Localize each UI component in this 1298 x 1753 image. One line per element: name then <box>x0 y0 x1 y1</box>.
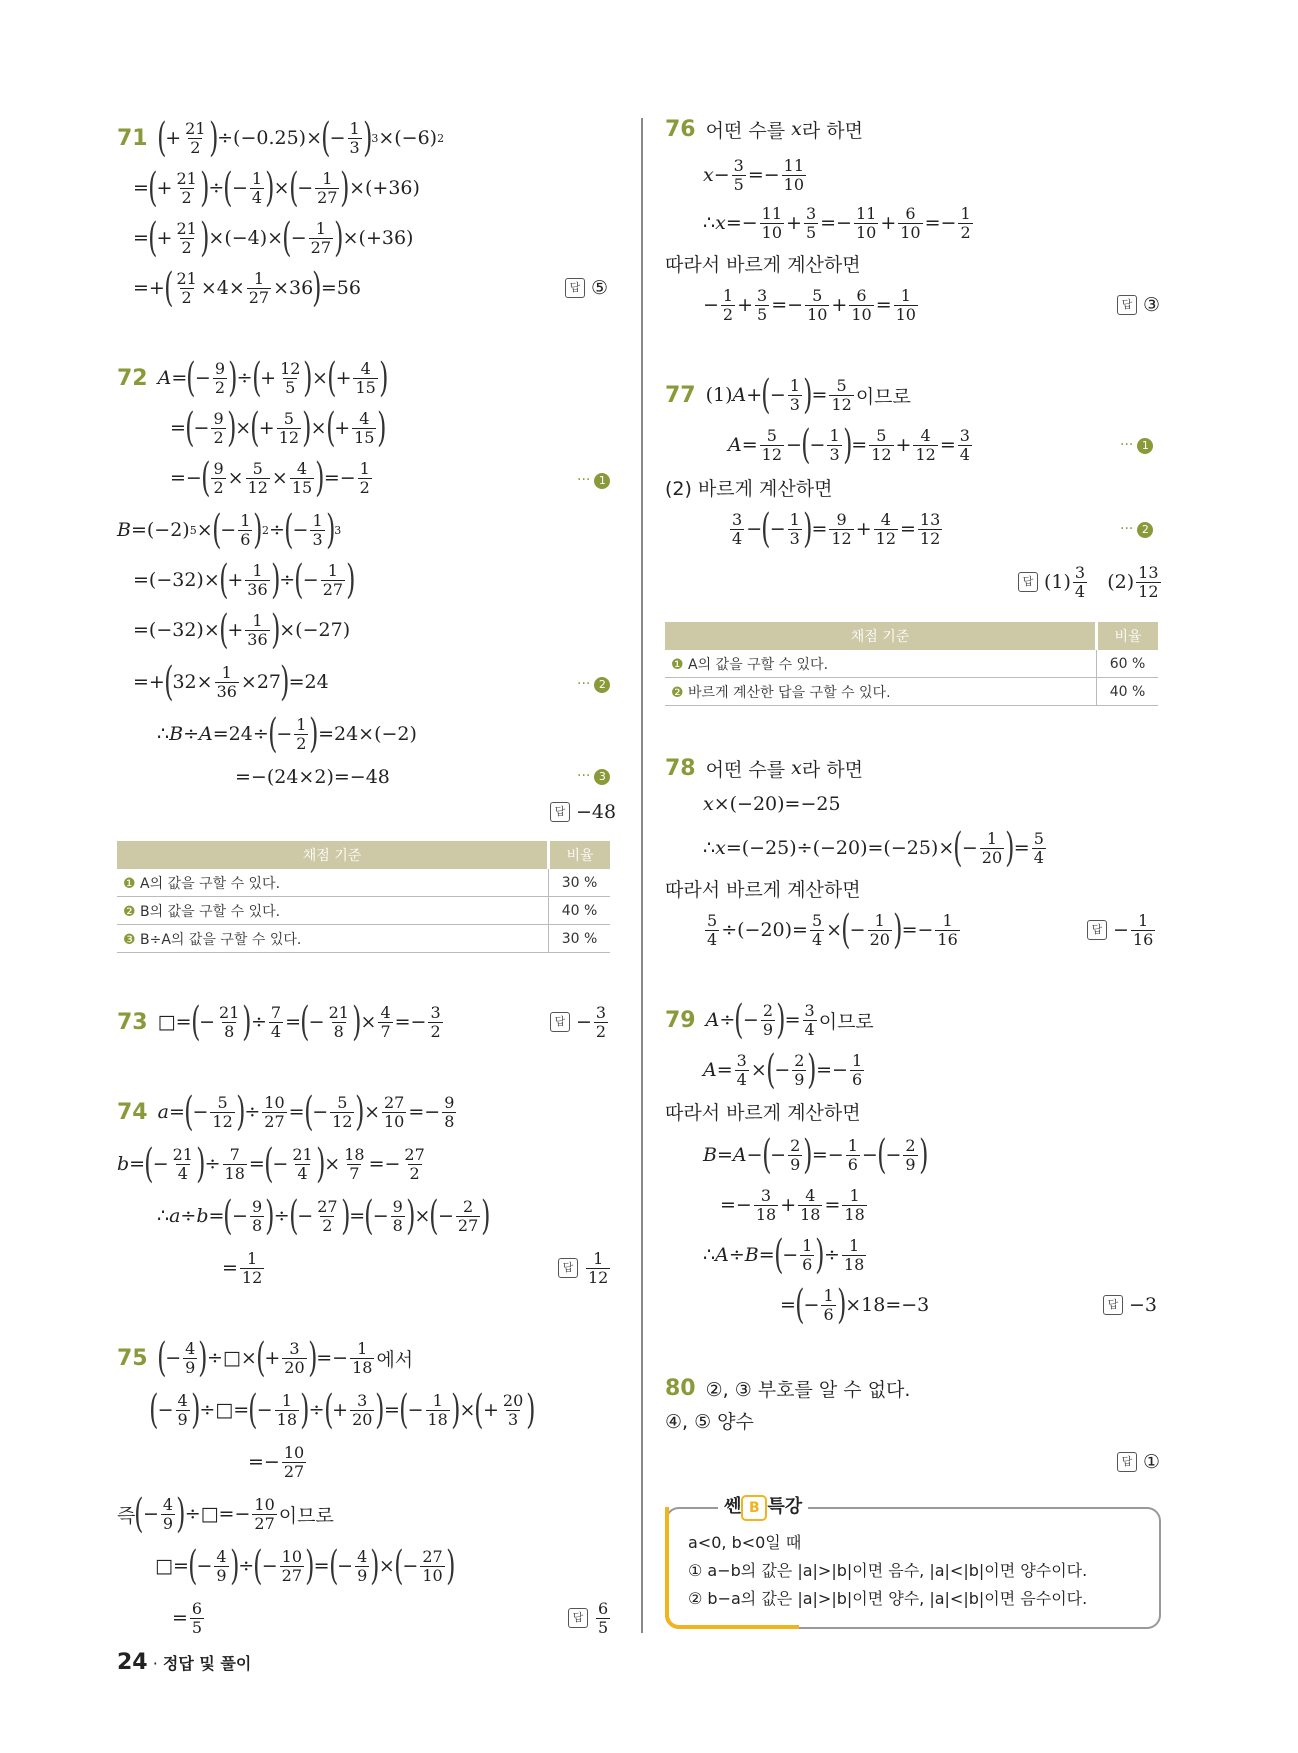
problem-79-line-6: ∴ A ÷ B = ( − $\frac{1}{6}$ ) ÷ $\frac{1}{18}$ <box>703 1232 865 1278</box>
problem-72-line-6: =(−32)× ( + $\frac{1}{36}$ ) ×(−27) <box>133 607 351 653</box>
step-marker-3: ··· 3 <box>577 768 610 785</box>
scoring-table-77: 채점 기준 비율 ❶ A의 값을 구할 수 있다. 60 % ❷ 바르게 계산한 답을 구할 수 있다. 40 % <box>665 622 1158 706</box>
tip-line-1: a<0, b<0일 때 <box>688 1533 802 1552</box>
column-divider <box>641 118 643 1633</box>
problem-number: 79 <box>665 1007 696 1033</box>
problem-76-line-4: 따라서 바르게 계산하면 <box>665 253 861 276</box>
problem-72-line-2: = ( − $\frac{9}{2}$ ) × ( + $\frac{5}{12}$ ) × ( + $\frac{4}{15}$ ) <box>170 405 387 451</box>
problem-77-line-1: 77 (1) A + ( − $\frac{1}{3}$ ) = $\frac{5}{12}$ 이므로 <box>665 372 911 418</box>
scoring-header: 채점 기준 <box>665 622 1097 650</box>
problem-74-line-2: b = ( − $\frac{21}{4}$ ) ÷ $\frac{7}{18}$ = ( − $\frac{21}{4}$ ) × $\frac{18}{7}$ =− $\frac{27}{2}$ <box>117 1141 425 1187</box>
problem-71-line-3: = ( + $\frac{21}{2}$ ) ×(−4)× ( − $\frac{1}{27}$ ) ×(+36) <box>133 215 414 261</box>
problem-76-line-1: 76 어떤 수를 x 라 하면 <box>665 116 863 142</box>
problem-79-line-3: 따라서 바르게 계산하면 <box>665 1101 861 1124</box>
problem-number: 73 <box>117 1009 148 1035</box>
answer-79: 답 −3 <box>1103 1283 1157 1327</box>
ratio-header: 비율 <box>1097 622 1159 650</box>
step-marker-2: ··· 2 <box>577 676 610 693</box>
problem-72-line-9: =−(24×2)=−48 <box>235 766 390 788</box>
problem-number: 80 <box>665 1375 696 1401</box>
problem-number: 72 <box>117 365 148 391</box>
problem-73-line-1: 73 □= ( − $\frac{21}{8}$ ) ÷ $\frac{7}{4}$ = ( − $\frac{21}{8}$ ) × $\frac{4}{7}$ =− $\frac{3}{2}$ <box>117 999 441 1045</box>
problem-number: 71 <box>117 125 148 151</box>
problem-74-line-4: = $\frac{1}{12}$ <box>222 1248 263 1287</box>
problem-77-line-4: $\frac{3}{4}$ − ( − $\frac{1}{3}$ ) = $\frac{9}{12}$ + $\frac{4}{12}$ = $\frac{13}{12}$ <box>732 506 941 552</box>
problem-78-line-2: x ×(−20)=−25 <box>703 793 841 815</box>
problem-75-line-2: ( − $\frac{4}{9}$ ) ÷□= ( − $\frac{1}{18}$ ) ÷ ( + $\frac{3}{20}$ ) = ( − $\frac{1}{18}$ ) × ( + $\frac{20}{3}$ ) <box>149 1387 536 1433</box>
ratio-header: 비율 <box>549 841 611 869</box>
page-footer: 24 · 정답 및 풀이 <box>117 1650 252 1675</box>
step-marker-1: ··· 1 <box>1120 437 1153 454</box>
problem-78-line-5: $\frac{5}{4}$ ÷(−20)= $\frac{5}{4}$ × ( − $\frac{1}{20}$ ) =− $\frac{1}{16}$ <box>707 907 958 953</box>
problem-78-line-4: 따라서 바르게 계산하면 <box>665 878 861 901</box>
problem-79-line-1: 79 A ÷ ( − $\frac{2}{9}$ ) = $\frac{3}{4}$ 이므로 <box>665 997 874 1043</box>
problem-71-line-2: = ( + $\frac{21}{2}$ ) ÷ ( − $\frac{1}{4}$ ) × ( − $\frac{1}{27}$ ) ×(+36) <box>133 165 420 211</box>
answer-73: 답 − $\frac{3}{2}$ <box>550 1000 610 1044</box>
answer-78: 답 − $\frac{1}{16}$ <box>1087 908 1157 952</box>
problem-76-line-5: − $\frac{1}{2}$ + $\frac{3}{5}$ =− $\frac{5}{10}$ + $\frac{6}{10}$ = $\frac{1}{10}$ <box>703 285 916 324</box>
problem-80-line-2: ④, ⑤ 양수 <box>665 1410 754 1433</box>
problem-72-line-7: =+ ( 32× $\frac{1}{36}$ ×27 ) =24 <box>133 659 329 705</box>
problem-75-line-4: 즉 ( − $\frac{4}{9}$ ) ÷□=− $\frac{10}{27}$ 이므로 <box>117 1491 334 1537</box>
problem-72-line-5: =(−32)× ( + $\frac{1}{36}$ ) ÷ ( − $\frac{1}{27}$ ) <box>133 557 356 603</box>
problem-77-line-3: (2) 바르게 계산하면 <box>665 477 833 500</box>
problem-number: 77 <box>665 382 696 408</box>
answer-74: 답 $\frac{1}{12}$ <box>558 1246 612 1290</box>
scoring-table-72: 채점 기준 비율 ❶ A의 값을 구할 수 있다. 30 % ❷ B의 값을 구할 수 있다. 40 % ❸ B÷A의 값을 구할 수 있다. 30 % <box>117 841 610 953</box>
scoring-header: 채점 기준 <box>117 841 549 869</box>
problem-72-line-3: =− ( $\frac{9}{2}$ × $\frac{5}{12}$ × $\frac{4}{15}$ ) =− $\frac{1}{2}$ <box>170 455 370 501</box>
answer-75: 답 $\frac{6}{5}$ <box>568 1596 612 1640</box>
problem-78-line-3: ∴ x =(−25)÷(−20)=(−25)× ( − $\frac{1}{20}$ ) = $\frac{5}{4}$ <box>703 825 1044 871</box>
problem-75-line-1: 75 ( − $\frac{4}{9}$ ) ÷□× ( + $\frac{3}{20}$ ) =− $\frac{1}{18}$ 에서 <box>117 1335 414 1381</box>
problem-74-line-1: 74 a = ( − $\frac{5}{12}$ ) ÷ $\frac{10}{27}$ = ( − $\frac{5}{12}$ ) × $\frac{27}{10}$ =− $\frac{9}{8}$ <box>117 1089 455 1135</box>
problem-75-line-5: □= ( − $\frac{4}{9}$ ) ÷ ( − $\frac{10}{27}$ ) = ( − $\frac{4}{9}$ ) × ( − $\frac{27}{10}$ ) <box>155 1543 456 1589</box>
problem-78-line-1: 78 어떤 수를 x 라 하면 <box>665 755 863 781</box>
tip-title: 쎈 B 특강 <box>718 1492 808 1521</box>
problem-79-line-7: = ( − $\frac{1}{6}$ ) ×18=−3 <box>780 1282 930 1328</box>
tip-line-2: ① a−b의 값은 |a|>|b|이면 음수, |a|<|b|이면 양수이다. <box>688 1561 1088 1580</box>
problem-79-line-5: =− $\frac{3}{18}$ + $\frac{4}{18}$ = $\frac{1}{18}$ <box>720 1185 865 1224</box>
problem-75-line-6: = $\frac{6}{5}$ <box>172 1598 203 1637</box>
step-marker-2: ··· 2 <box>1120 521 1153 538</box>
answer-80: 답 ① <box>1117 1440 1160 1484</box>
problem-79-line-4: B = A − ( − $\frac{2}{9}$ ) =− $\frac{1}{6}$ − ( − $\frac{2}{9}$ ) <box>703 1132 929 1178</box>
problem-number: 74 <box>117 1099 148 1125</box>
problem-77-line-2: A = $\frac{5}{12}$ − ( − $\frac{1}{3}$ ) = $\frac{5}{12}$ + $\frac{4}{12}$ = $\frac{3}{4}$ <box>728 422 970 468</box>
tip-line-3: ② b−a의 값은 |a|>|b|이면 양수, |a|<|b|이면 음수이다. <box>688 1589 1088 1608</box>
answer-71: 답 ⑤ <box>565 266 608 310</box>
problem-72-line-4: B =(−2) 5 × ( − $\frac{1}{6}$ ) 2 ÷ ( − $\frac{1}{3}$ ) 3 <box>117 507 342 553</box>
problem-75-line-3: =− $\frac{10}{27}$ <box>248 1442 305 1481</box>
problem-71-line-4: =+ ( $\frac{21}{2}$ ×4× $\frac{1}{27}$ ×36 ) =56 <box>133 265 361 311</box>
answer-76: 답 ③ <box>1117 283 1160 327</box>
step-marker-1: ··· 1 <box>577 472 610 489</box>
problem-71-line-1: 71 ( + $\frac{21}{2}$ ) ÷(−0.25)× ( − $\frac{1}{3}$ ) 3 ×(−6) 2 <box>117 115 445 161</box>
problem-number: 78 <box>665 755 696 781</box>
problem-79-line-2: A = $\frac{3}{4}$ × ( − $\frac{2}{9}$ ) =− $\frac{1}{6}$ <box>703 1047 863 1093</box>
problem-76-line-2: x − $\frac{3}{5}$ =− $\frac{11}{10}$ <box>703 155 805 194</box>
problem-number: 76 <box>665 116 696 142</box>
problem-72-line-8: ∴ B ÷ A =24÷ ( − $\frac{1}{2}$ ) =24×(−2) <box>157 711 417 757</box>
answer-72: 답 −48 <box>550 790 616 834</box>
problem-76-line-3: ∴ x =− $\frac{11}{10}$ + $\frac{3}{5}$ =− $\frac{11}{10}$ + $\frac{6}{10}$ =− $\frac{1}{2}$ <box>703 203 971 242</box>
problem-80-line-1: 80 ②, ③ 부호를 알 수 없다. <box>665 1375 911 1401</box>
problem-72-line-1: 72 A = ( − $\frac{9}{2}$ ) ÷ ( + $\frac{12}{5}$ ) × ( + $\frac{4}{15}$ ) <box>117 355 389 401</box>
problem-number: 75 <box>117 1345 148 1371</box>
problem-74-line-3: ∴ a ÷ b = ( − $\frac{9}{8}$ ) ÷ ( − $\frac{27}{2}$ ) = ( − $\frac{9}{8}$ ) × ( − $\frac{2}{27}$ ) <box>157 1193 491 1239</box>
answer-77: 답 (1) $\frac{3}{4}$ (2) $\frac{13}{12}$ <box>1018 560 1163 604</box>
